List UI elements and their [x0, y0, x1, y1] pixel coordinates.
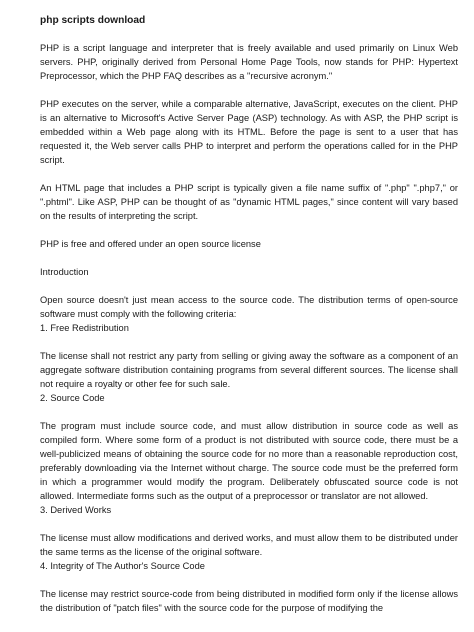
paragraph-source-code: The program must include source code, and must allow distribution in source code as well as compiled form. Where some form of a product is not distributed with source code, there must be a well-publicized means of obtaining the source code for no more than a reasonable reproduction cost, preferably downloading via the Internet without charge. The source code must be the preferred form in which a programmer would modify the program. Deliberately obfuscated source code is not allowed. Intermediate forms such as the output of a preprocessor or translator are not allowed. — [40, 421, 458, 501]
document-title: php scripts download — [40, 15, 146, 26]
paragraph-open-source: Open source doesn't just mean access to the source code. The distribution terms of open-source software must comply with the following criteria: — [40, 295, 458, 319]
criterion-heading-integrity: 4. Integrity of The Author's Source Code — [40, 561, 205, 571]
paragraph-php-suffix: An HTML page that includes a PHP script is typically given a file name suffix of ".php" ".php7," or ".phtml". Like ASP, PHP can be thought of as "dynamic HTML pages," since content will vary based on the results of interpreting the script. — [40, 183, 458, 221]
paragraph-free-redistribution: The license shall not restrict any party from selling or giving away the software as a component of an aggregate software distribution containing programs from several different sources. The license shall not require a royalty or other fee for such sale. — [40, 351, 458, 389]
criterion-heading-free-redistribution: 1. Free Redistribution — [40, 323, 129, 333]
section-heading-introduction: Introduction — [40, 267, 89, 277]
paragraph-integrity: The license may restrict source-code from being distributed in modified form only if the license allows the distribution of "patch files" with the source code for the purpose of modifying the — [40, 589, 458, 613]
paragraph-php-intro: PHP is a script language and interpreter that is freely available and used primarily on Linux Web servers. PHP, originally derived from Personal Home Page Tools, now stands for PHP: Hypertext Preprocessor, which the PHP FAQ describes as a "recursive acronym." — [40, 43, 458, 81]
criterion-heading-source-code: 2. Source Code — [40, 393, 105, 403]
paragraph-php-license: PHP is free and offered under an open source license — [40, 239, 261, 249]
paragraph-derived-works: The license must allow modifications and derived works, and must allow them to be distributed under the same terms as the license of the original software. — [40, 533, 458, 557]
paragraph-php-server: PHP executes on the server, while a comparable alternative, JavaScript, executes on the client. PHP is an alternative to Microsoft's Active Server Page (ASP) technology. As with ASP, the PHP script is embedded within a Web page along with its HTML. Before the page is sent to a user that has requested it, the Web server calls PHP to interpret and perform the operations called for in the PHP script. — [40, 99, 458, 165]
criterion-heading-derived-works: 3. Derived Works — [40, 505, 112, 515]
document-page — [40, 14, 458, 615]
